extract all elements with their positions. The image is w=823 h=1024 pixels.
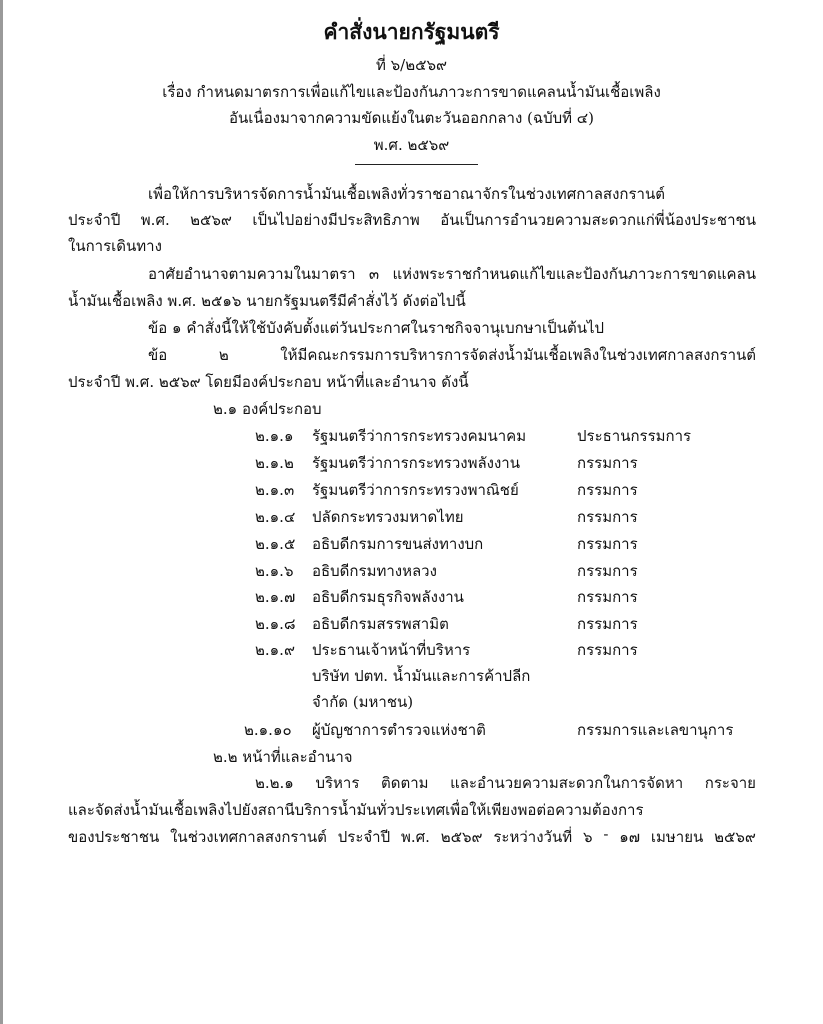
duty-word: ประจำปี: [337, 828, 391, 846]
duty-word: พ.ศ.: [400, 828, 430, 846]
member-role: กรรมการและเลขานุการ: [577, 721, 734, 739]
member-name: รัฐมนตรีว่าการกระทรวงพลังงาน: [312, 454, 520, 472]
para1-word: พ.ศ.: [140, 211, 170, 229]
duty-word: ๑๗: [619, 828, 641, 846]
para2-line1: [148, 262, 756, 286]
duty-line1: [255, 771, 756, 795]
member-number: ๒.๑.๕: [255, 535, 296, 553]
member-number: ๒.๑.๘: [255, 615, 296, 633]
header-separator: [355, 164, 478, 165]
member-role: กรรมการ: [577, 588, 638, 606]
duty-line2: [68, 798, 644, 822]
duty-word: ๒.๒.๑: [255, 774, 294, 792]
para1-line3: ในการเดินทาง: [68, 237, 162, 255]
para1-line1-text: เพื่อให้การบริหารจัดการน้ำมันเชื้อเพลิงทั่วราชอาณาจักรในช่วงเทศกาลสงกรานต์: [148, 185, 665, 203]
member-number: ๒.๑.๔: [255, 508, 296, 526]
member-name-continued: บริษัท ปตท. น้ำมันและการค้าปลีก: [312, 667, 531, 685]
member-role: กรรมการ: [577, 535, 638, 553]
duty-line2-text: และจัดส่งน้ำมันเชื้อเพลิงไปยังสถานีบริการน้ำมันทั่วประเทศเพื่อให้เพียงพอต่อความต้องการ: [68, 801, 644, 819]
member-role: กรรมการ: [577, 641, 638, 659]
duty-word: ๖: [582, 828, 593, 846]
member-name: อธิบดีกรมสรรพสามิต: [312, 615, 449, 633]
section-2-2-heading: ๒.๒ หน้าที่และอำนาจ: [213, 748, 353, 766]
para2-word: ๓: [368, 265, 380, 283]
duty-word: และอำนวยความสะดวกในการจัดหา: [450, 774, 684, 792]
duty-word: ๒๕๖๙: [714, 828, 756, 846]
clause-1: ข้อ ๑ คำสั่งนี้ให้ใช้บังคับตั้งแต่วันประกาศในราชกิจจานุเบกษาเป็นต้นไป: [148, 319, 605, 337]
member-name: อธิบดีกรมธุรกิจพลังงาน: [312, 588, 464, 606]
member-role: ประธานกรรมการ: [577, 427, 692, 445]
duty-word: ระหว่างวันที่: [493, 828, 573, 846]
member-role: กรรมการ: [577, 562, 638, 580]
para2-word: แห่งพระราชกำหนดแก้ไขและป้องกันภาวะการขาดแคลน: [392, 265, 756, 283]
member-name: ผู้บัญชาการตำรวจแห่งชาติ: [312, 721, 486, 739]
member-name: ประธานเจ้าหน้าที่บริหาร: [312, 641, 471, 659]
duty-word: ของประชาชน: [68, 828, 160, 846]
duty-word: กระจาย: [704, 774, 756, 792]
duty-word: ๒๕๖๙: [440, 828, 483, 846]
para2-line2: น้ำมันเชื้อเพลิง พ.ศ. ๒๕๑๖ นายกรัฐมนตรีมีคำสั่งไว้ ดังต่อไปนี้: [68, 292, 466, 310]
member-number: ๒.๑.๓: [255, 481, 295, 499]
subject-line-1: เรื่อง กำหนดมาตรการเพื่อแก้ไขและป้องกันภาวะการขาดแคลนน้ำมันเชื้อเพลิง: [162, 83, 661, 101]
member-number: ๒.๑.๙: [255, 641, 295, 659]
clause2-word: ข้อ: [148, 346, 168, 364]
member-name: อธิบดีกรมทางหลวง: [312, 562, 437, 580]
clause2-word: ให้มีคณะกรรมการบริหารการจัดส่งน้ำมันเชื้อเพลิงในช่วงเทศกาลสงกรานต์: [280, 346, 756, 364]
member-role: กรรมการ: [577, 615, 638, 633]
para1-word: อันเป็นการอำนวยความสะดวกแก่พี่น้องประชาชน: [440, 211, 756, 229]
clause-2-line1: [148, 343, 756, 367]
para1-word: เป็นไปอย่างมีประสิทธิภาพ: [252, 211, 420, 229]
clause2-word: ๒: [218, 346, 229, 364]
para1-line2: [68, 208, 756, 232]
member-number: ๒.๑.๗: [255, 588, 296, 606]
member-number: ๒.๑.๑๐: [244, 721, 292, 739]
para1-line1: [148, 182, 665, 206]
duty-word: เมษายน: [650, 828, 704, 846]
member-number: ๒.๑.๑: [255, 427, 294, 445]
para1-word: ๒๕๖๙: [190, 211, 232, 229]
member-name: อธิบดีกรมการขนส่งทางบก: [312, 535, 484, 553]
member-role: กรรมการ: [577, 508, 638, 526]
para2-word: อาศัยอำนาจตามความในมาตรา: [148, 265, 356, 283]
member-name: รัฐมนตรีว่าการกระทรวงคมนาคม: [312, 427, 527, 445]
duty-word: -: [603, 825, 609, 843]
member-number: ๒.๑.๖: [255, 562, 294, 580]
document-year: พ.ศ. ๒๕๖๙: [373, 136, 450, 154]
duty-word: ติดตาม: [380, 774, 429, 792]
clause-2-line2: ประจำปี พ.ศ. ๒๕๖๙ โดยมีองค์ประกอบ หน้าที่และอำนาจ ดังนี้: [68, 373, 469, 391]
member-name: รัฐมนตรีว่าการกระทรวงพาณิชย์: [312, 481, 519, 499]
duty-word: ในช่วงเทศกาลสงกรานต์: [170, 828, 327, 846]
document-title: คำสั่งนายกรัฐมนตรี: [323, 19, 500, 44]
section-2-1-heading: ๒.๑ องค์ประกอบ: [213, 400, 322, 418]
subject-line-2: อันเนื่องมาจากความขัดแย้งในตะวันออกกลาง (ฉบับที่ ๔): [228, 109, 595, 127]
member-role: กรรมการ: [577, 454, 638, 472]
member-role: กรรมการ: [577, 481, 638, 499]
para1-word: ประจำปี: [68, 211, 121, 229]
duty-word: บริหาร: [315, 774, 360, 792]
duty-line3: [68, 825, 756, 849]
order-number: ที่ ๖/๒๕๖๙: [376, 56, 447, 74]
member-number: ๒.๑.๒: [255, 454, 294, 472]
member-name-continued: จำกัด (มหาชน): [312, 693, 414, 711]
member-name: ปลัดกระทรวงมหาดไทย: [312, 508, 464, 526]
